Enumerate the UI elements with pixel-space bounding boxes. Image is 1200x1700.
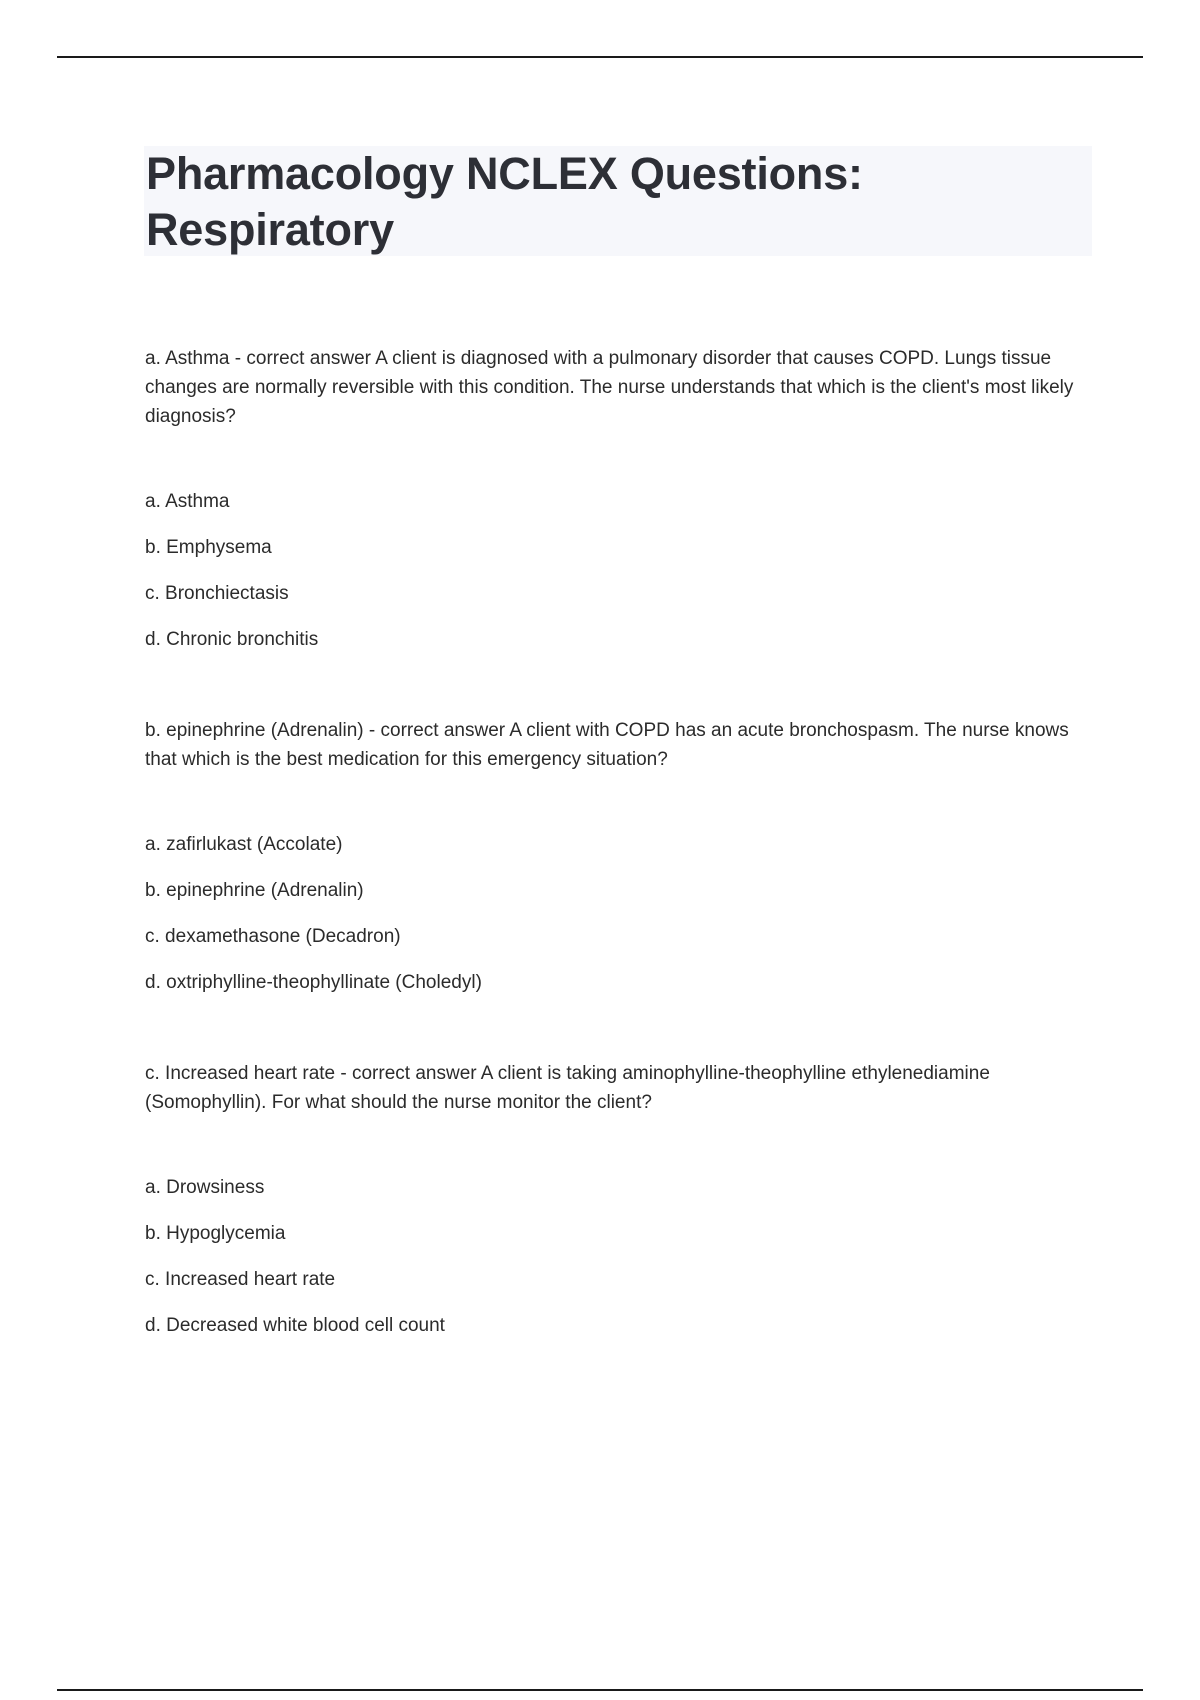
question-text: a. Asthma - correct answer A client is diagnosed with a pulmonary disorder that causes COPD. Lungs tissue changes are normally reversible with this condition. The nurse understands that which is the client's most likely diagnosis? bbox=[145, 348, 1074, 427]
answer-option: d. Chronic bronchitis bbox=[145, 629, 319, 650]
answer-option: a. Drowsiness bbox=[145, 1177, 265, 1198]
title-box bbox=[144, 146, 1092, 256]
answer-options bbox=[145, 830, 1075, 997]
question-block bbox=[145, 1059, 1075, 1340]
answer-option: a. Asthma bbox=[145, 491, 230, 512]
question-text: b. epinephrine (Adrenalin) - correct answer A client with COPD has an acute bronchospasm. The nurse knows that which is the best medication for this emergency situation? bbox=[145, 720, 1069, 770]
bottom-rule bbox=[57, 1689, 1143, 1691]
question-text: c. Increased heart rate - correct answer A client is taking aminophylline-theophylline ethylenediamine (Somophyllin). For what should the nurse monitor the client? bbox=[145, 1063, 990, 1113]
question-list bbox=[145, 344, 1075, 1402]
page-title: Pharmacology NCLEX Questions: Respiratory bbox=[146, 148, 863, 255]
answer-option: d. Decreased white blood cell count bbox=[145, 1315, 445, 1336]
question-block bbox=[145, 344, 1075, 654]
answer-option: c. Increased heart rate bbox=[145, 1269, 336, 1290]
answer-option: d. oxtriphylline-theophyllinate (Choledyl) bbox=[145, 972, 482, 993]
answer-options bbox=[145, 1173, 1075, 1340]
answer-option: c. Bronchiectasis bbox=[145, 583, 289, 604]
answer-option: b. Hypoglycemia bbox=[145, 1223, 286, 1244]
answer-option: c. dexamethasone (Decadron) bbox=[145, 926, 401, 947]
answer-option: b. Emphysema bbox=[145, 537, 272, 558]
question-block bbox=[145, 716, 1075, 997]
top-rule bbox=[57, 56, 1143, 58]
answer-option: a. zafirlukast (Accolate) bbox=[145, 834, 343, 855]
answer-option: b. epinephrine (Adrenalin) bbox=[145, 880, 364, 901]
answer-options bbox=[145, 487, 1075, 654]
